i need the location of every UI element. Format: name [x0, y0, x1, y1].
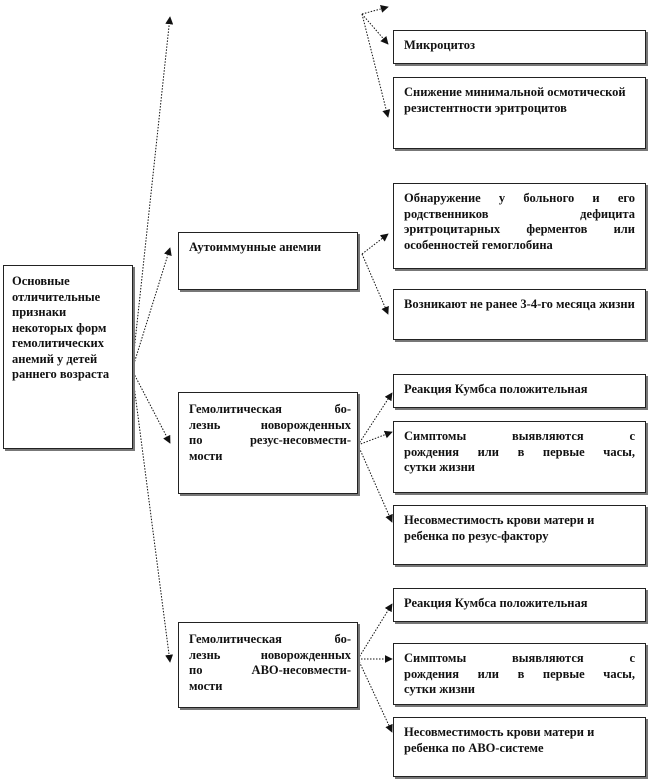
arrow-abo-incompat	[358, 659, 392, 732]
abo-line-3: по АВО-несовмести-	[189, 663, 351, 677]
arrow-auto-onset	[362, 254, 388, 314]
abo-line-4: мости	[189, 678, 223, 693]
onset-text: Возникают не ранее 3-4-го месяца жизни	[404, 297, 635, 311]
arrow-root-top	[132, 17, 170, 370]
arrow-top-osmotic	[362, 14, 388, 117]
abo-symptoms-line-3: сутки жизни	[404, 682, 475, 696]
enzyme-line-3: эритроцитарных ферментов или	[404, 222, 635, 236]
arrow-rh-coombs	[358, 393, 392, 445]
abo-feature-symptoms	[393, 643, 646, 705]
arrow-rh-symptoms	[358, 432, 392, 445]
category-abo	[178, 622, 358, 708]
arrow-root-autoimmune	[132, 248, 170, 370]
rh-symptoms-line-1: Симптомы выявляются с	[404, 429, 635, 443]
abo-symptoms-line-2: рождения или в первые часы,	[404, 666, 635, 681]
rh-coombs-text: Реакция Кумбса положительная	[404, 382, 588, 396]
arrow-top-up	[362, 7, 388, 14]
rh-line-3: по резус-несовмести-	[189, 433, 351, 447]
feature-enzyme-deficit	[393, 183, 646, 269]
rh-feature-symptoms	[393, 421, 646, 493]
feature-osmotic	[393, 77, 646, 149]
rh-line-2: лезнь новорожденных	[189, 417, 351, 432]
rh-incompat-text: Несовместимость крови матери и ребенка по резус-фактору	[404, 513, 595, 543]
abo-line-2: лезнь новорожденных	[189, 647, 351, 662]
microcytosis-text: Микроцитоз	[404, 38, 476, 52]
feature-onset	[393, 289, 646, 340]
feature-microcytosis	[393, 30, 646, 64]
rh-line-4: мости	[189, 448, 223, 463]
enzyme-line-2: родственников дефицита	[404, 206, 635, 221]
autoimmune-text: Аутоиммунные анемии	[189, 240, 322, 254]
rh-line-1: Гемолитическая бо-	[189, 402, 351, 416]
enzyme-line-1: Обнаружение у больного и его	[404, 191, 635, 205]
abo-feature-coombs	[393, 588, 646, 622]
abo-feature-incompat	[393, 717, 646, 777]
category-autoimmune	[178, 232, 358, 290]
arrow-auto-enzyme	[362, 234, 388, 254]
rh-symptoms-line-3: сутки жизни	[404, 460, 475, 474]
abo-symptoms-line-1: Симптомы выявляются с	[404, 651, 635, 665]
abo-line-1: Гемолитическая бо-	[189, 632, 351, 646]
arrow-abo-coombs	[358, 604, 392, 659]
arrow-root-abo	[132, 370, 170, 662]
abo-incompat-text: Несовместимость крови матери и ребенка по АВО-системе	[404, 725, 595, 755]
root-text: Основные отличительные признаки некоторых форм гемолитических анемий у детей раннего возраста	[12, 274, 110, 381]
arrow-root-rh	[132, 370, 170, 443]
rh-symptoms-line-2: рождения или в первые часы,	[404, 444, 635, 459]
arrow-rh-incompat	[358, 445, 392, 522]
root-box	[3, 265, 133, 449]
rh-feature-incompat	[393, 505, 646, 565]
abo-coombs-text: Реакция Кумбса положительная	[404, 596, 588, 610]
osmotic-text: Снижение минимальной осмотической резистентности эритроцитов	[404, 85, 626, 115]
enzyme-line-4: особенностей гемоглобина	[404, 237, 553, 252]
category-rh	[178, 392, 358, 494]
rh-feature-coombs	[393, 374, 646, 408]
